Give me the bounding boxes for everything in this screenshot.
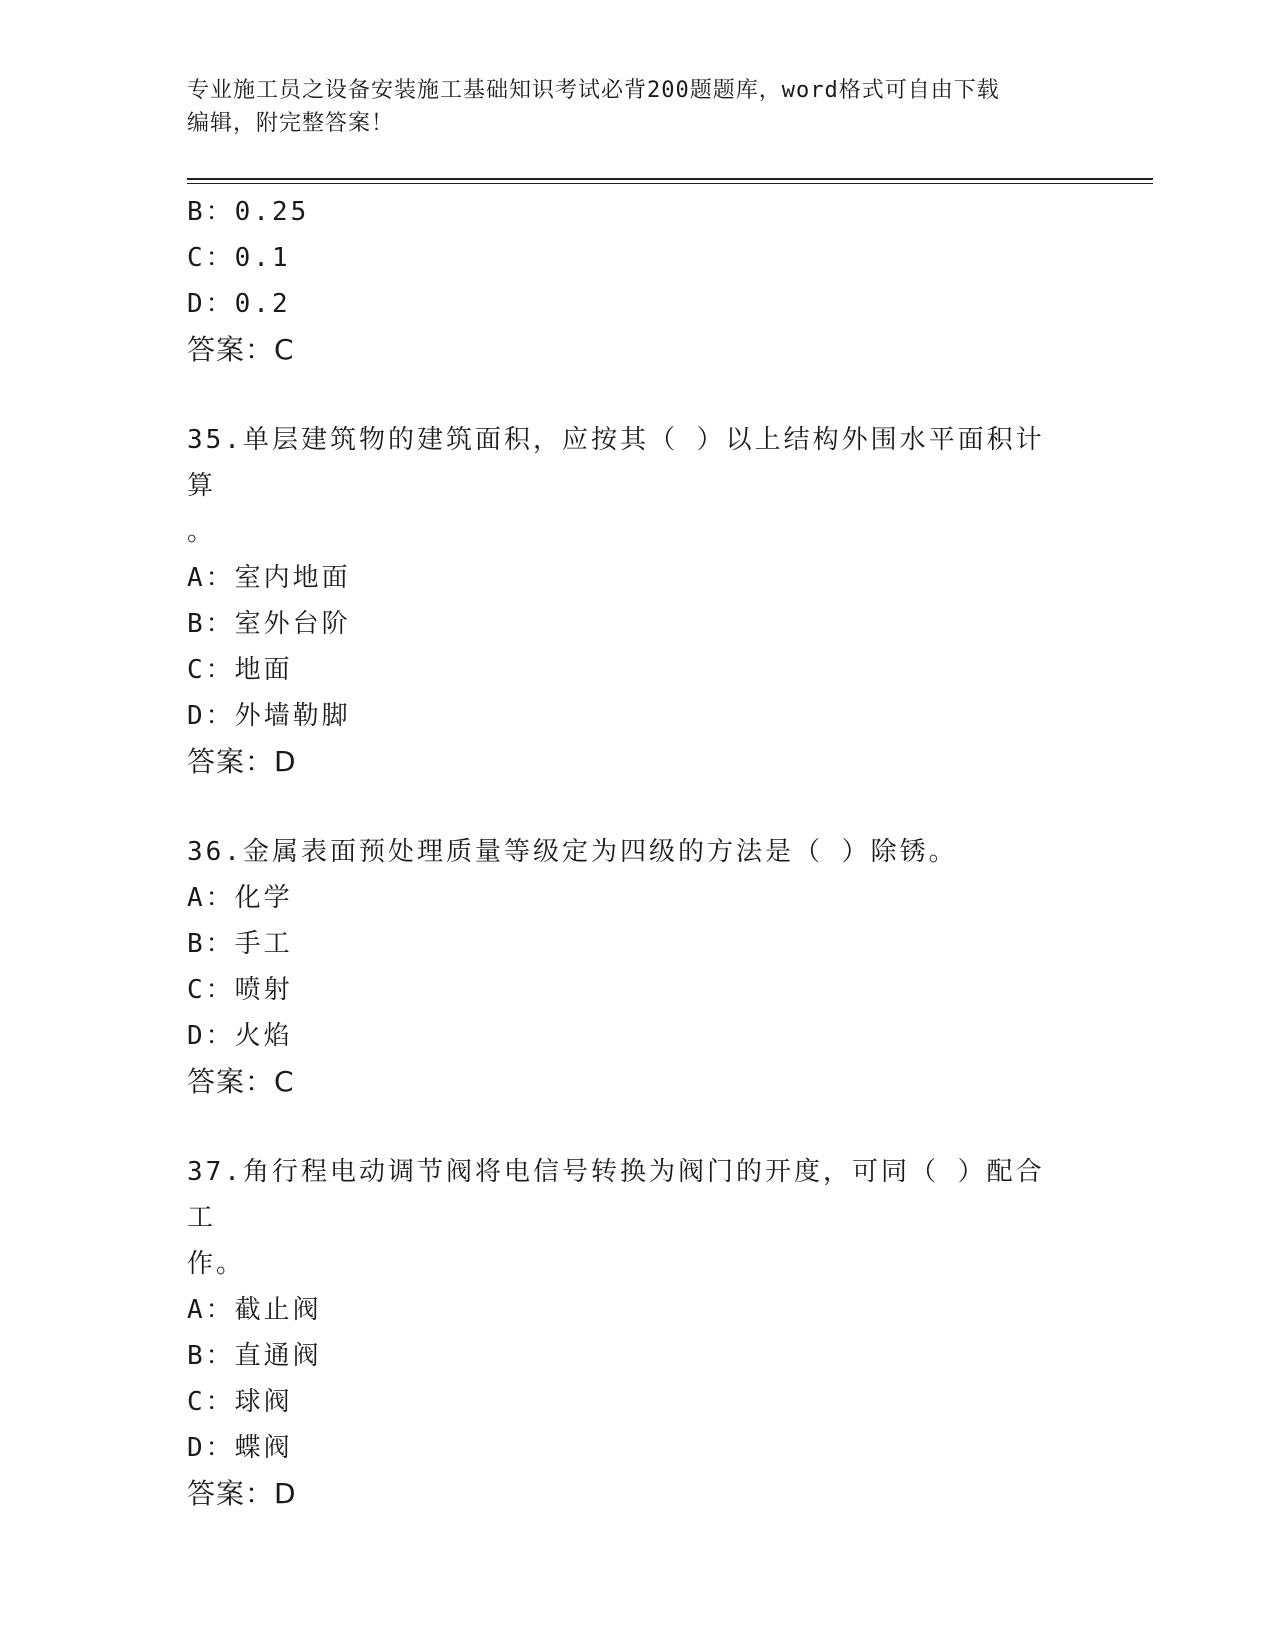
- question-stem-continued: 。: [187, 517, 217, 547]
- option-c: C：喷射: [187, 975, 293, 1005]
- option-c: C：地面: [187, 655, 293, 685]
- option-b: B：室外台阶: [187, 609, 351, 639]
- option-d: D：外墙勒脚: [187, 701, 351, 731]
- answer: 答案：D: [187, 745, 297, 778]
- question-stem: 36.金属表面预处理质量等级定为四级的方法是（ ）除锈。: [187, 837, 958, 867]
- option-a: A：截止阀: [187, 1295, 322, 1325]
- question-34-continued: [187, 189, 1067, 373]
- question-35: [187, 417, 1067, 785]
- question-stem-continued: 作。: [187, 1249, 246, 1279]
- option-a: A：化学: [187, 883, 293, 913]
- option-c: C：0.1: [187, 243, 291, 273]
- option-d: D：0.2: [187, 289, 291, 319]
- question-37: [187, 1149, 1067, 1517]
- option-c: C：球阀: [187, 1387, 293, 1417]
- question-list: [187, 189, 1067, 1517]
- question-stem: 35.单层建筑物的建筑面积，应按其（ ）以上结构外围水平面积计算: [187, 425, 1045, 501]
- option-b: B：手工: [187, 929, 293, 959]
- question-36: [187, 829, 1067, 1105]
- option-d: D：蝶阀: [187, 1433, 293, 1463]
- option-b: B：直通阀: [187, 1341, 322, 1371]
- header-title-line2: 编辑，附完整答案！: [187, 111, 395, 136]
- question-stem: 37.角行程电动调节阀将电信号转换为阀门的开度，可同（ ）配合工: [187, 1157, 1045, 1233]
- answer: 答案：C: [187, 333, 295, 366]
- option-a: A：室内地面: [187, 563, 351, 593]
- header-title-line1: 专业施工员之设备安装施工基础知识考试必背200题题库，word格式可自由下载: [187, 78, 1000, 103]
- document-header: [187, 74, 1067, 140]
- answer: 答案：D: [187, 1477, 297, 1510]
- answer: 答案：C: [187, 1065, 295, 1098]
- header-divider-thick: [187, 178, 1153, 180]
- option-b: B：0.25: [187, 197, 310, 227]
- option-d: D：火焰: [187, 1021, 293, 1051]
- header-divider-thin: [187, 183, 1153, 184]
